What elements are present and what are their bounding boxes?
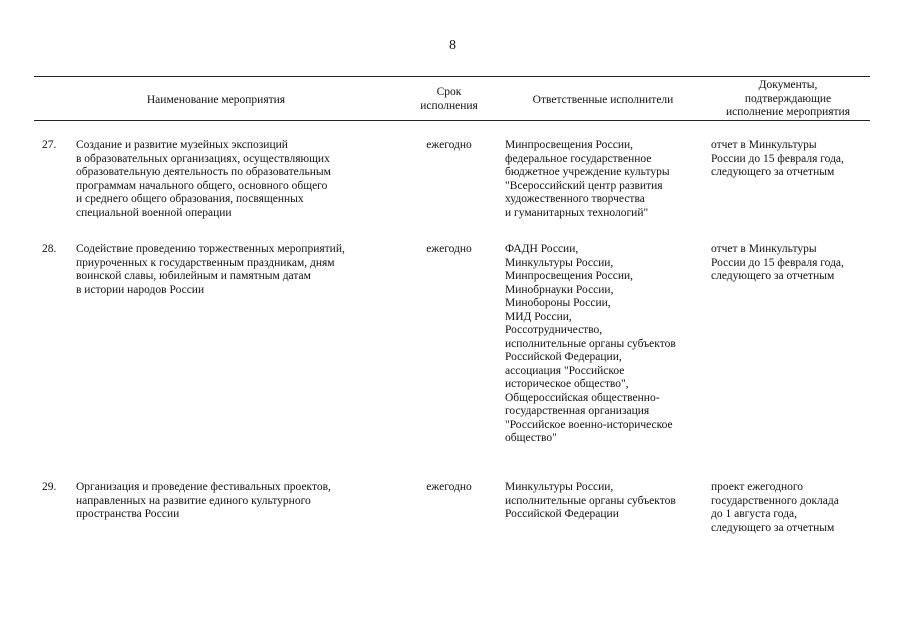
row-number: 29. (42, 481, 57, 493)
row-name: Содействие проведению торжественных мероприятий, приуроченных к государственным праздникам, дням воинской славы, юбилейным и памятным датам в истории народов России (76, 243, 345, 296)
table-top-rule (34, 76, 870, 77)
header-term: Срок исполнения (420, 86, 478, 112)
row-responsible: Минкультуры России, исполнительные органы субъектов Российской Федерации (505, 481, 676, 520)
row-term: ежегодно (426, 243, 472, 255)
row-documents: отчет в Минкультуры России до 15 февраля года, следующего за отчетным (711, 139, 844, 178)
header-name: Наименование мероприятия (146, 94, 286, 106)
table-header-rule (34, 120, 870, 121)
row-number: 28. (42, 243, 57, 255)
row-number: 27. (42, 139, 57, 151)
row-name: Организация и проведение фестивальных проектов, направленных на развитие единого культурного пространства России (76, 481, 331, 520)
row-term: ежегодно (426, 481, 472, 493)
row-responsible: Минпросвещения России, федеральное государственное бюджетное учреждение культуры "Всероссийский центр развития художественного творчества и гуманитарных технологий" (505, 139, 670, 219)
header-documents: Документы, подтверждающие исполнение мероприятия (726, 79, 850, 118)
row-term: ежегодно (426, 139, 472, 151)
row-name: Создание и развитие музейных экспозиций в образовательных организациях, осуществляющих образовательную деятельность по образовательным программам начального общего, основного общего и среднего общего образования, посвященных специальной военной операции (76, 139, 331, 219)
row-responsible: ФАДН России, Минкультуры России, Минпросвещения России, Минобрнауки России, Минобороны России, МИД России, Россотрудничество, исполнительные органы субъектов Российской Федерации, ассоциация "Российское историческое общество", Общероссийская общественно- государственная организация "Российское военно-историческое общество" (505, 243, 676, 444)
row-documents: проект ежегодного государственного доклада до 1 августа года, следующего за отчетным (711, 481, 839, 534)
page-number: 8 (449, 38, 456, 53)
row-documents: отчет в Минкультуры России до 15 февраля года, следующего за отчетным (711, 243, 844, 282)
header-responsible: Ответственные исполнители (532, 94, 674, 106)
